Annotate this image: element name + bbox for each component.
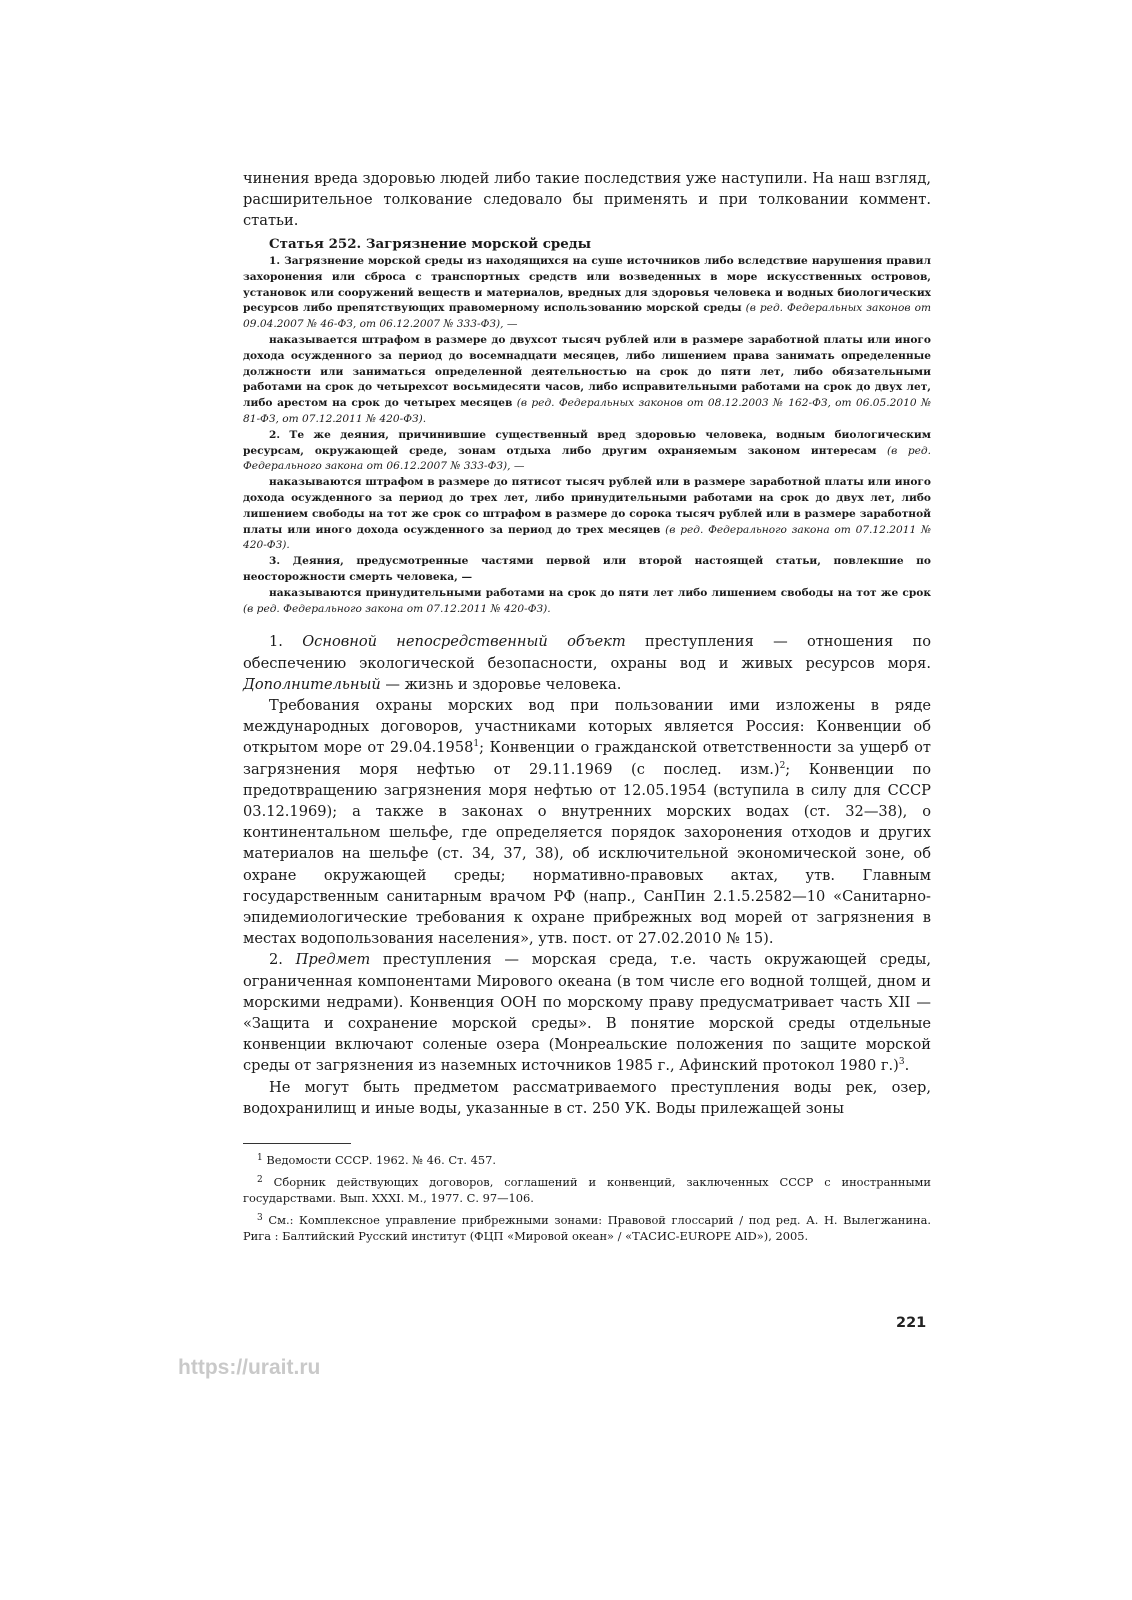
text: 1. [269,633,303,651]
commentary-paragraph-1 [243,631,931,695]
law-text: 2. Те же деяния, причинившие существенный вред здоровью человека, водным биологическим ресурсам, окружающей среде, зонам отдыха либо другим охраняемым законом интересам [243,428,931,457]
text: ; Конвенции по предотвращению загрязнения моря нефтью от 12.05.1954 (вступила в силу для СССР 03.12.1969); а также в законах о внутренних морских водах (ст. 32—38), о континентальном шельфе, где определяется порядок захоронения отходов и других материалов на шельфе (ст. 34, 37, 38), об исключительной экономической зоне, об охране окружающей среды; нормативно-правовых актах, утв. Главным государственным санитарным врачом РФ (напр., СанПин 2.1.5.2582—10 «Санитарно-эпидемиологические требования к охране прибрежных вод морей от загрязнения в местах водопользования населения», утв. пост. от 27.02.2010 № 15). [243,760,931,948]
text: Требования охраны морских вод при пользовании ими изложены в ряде международных договоров, участниками которых является Россия: Конвенции об открытом море от 29.04.1958 [243,696,931,757]
commentary-paragraph-3 [243,949,931,1076]
footnote-text: См.: Комплексное управление прибрежными зонами: Правовой глоссарий / под ред. А. Н. Вылегжанина. Рига : Балтийский Русский институт (ФЦП «Мировой океан» / «ТАСИС-EUROPE AID»), 2005. [243,1212,931,1243]
commentary-paragraph-2 [243,695,931,949]
law-amendment: (в ред. Федерального закона от 07.12.2011 № 420-ФЗ). [243,602,551,615]
footnote-text: Ведомости СССР. 1962. № 46. Ст. 457. [266,1153,496,1167]
footnote-text: Сборник действующих договоров, соглашений и конвенций, заключенных СССР с иностранными государствами. Вып. XXXI. М., 1977. С. 97—106. [243,1174,932,1205]
law-part-3 [243,554,931,586]
law-sanction-3 [243,586,931,618]
text: — жизнь и здоровье человека. [380,675,622,693]
law-part-2 [243,428,931,475]
law-text: 1. Загрязнение морской среды из находящихся на суше источников либо вследствие нарушения правил захоронения или сброса с транспортных средств или возведенных в море искусственных островов, установок или сооружений веществ и материалов, вредных для здоровья человека и водных биологических ресурсов либо препятствующих правомерному использованию морской среды [243,255,931,315]
footnote-number: 2 [257,1174,263,1185]
law-amendment: (в ред. Федерального закона от 07.12.2011 № 420-ФЗ). [243,523,931,552]
page-body [243,168,931,1250]
footnote-number: 1 [257,1153,263,1163]
term: Дополнительный [243,675,381,693]
footnote-ref[interactable]: 1 [473,739,480,750]
law-text: 3. Деяния, предусмотренные частями первой или второй настоящей статьи, повлекшие по неосторожности смерть человека, — [243,555,931,583]
footnote-number: 3 [257,1212,263,1223]
footnote-2 [243,1174,931,1207]
watermark-url: https://urait.ru [178,1356,321,1379]
text: 2. [269,951,296,969]
law-text: наказывается штрафом в размере до двухсот тысяч рублей или в размере заработной платы или иного дохода осужденного за период до восемнадцати месяцев, либо лишением права занимать определенные должности или заниматься определенной деятельностью на срок до пяти лет, либо обязательными работами на срок до четырехсот восьмидесяти часов, либо исправительными работами на срок до двух лет, либо арестом на срок до четырех месяцев [243,333,931,410]
page-number: 221 [896,1315,927,1331]
term: Предмет [295,951,371,969]
law-amendment: (в ред. Федеральных законов от 08.12.2003 № 162-ФЗ, от 06.05.2010 № 81-ФЗ, от 07.12.2011 № 420-ФЗ). [243,397,931,425]
article-title: Статья 252. Загрязнение морской среды [269,236,592,252]
footnote-divider [243,1143,351,1144]
intro-paragraph: чинения вреда здоровью людей либо такие последствия уже наступили. На наш взгляд, расширительное толкование следовало бы применять и при толковании коммент. статьи. [243,170,931,229]
commentary [243,631,931,1119]
law-amendment: (в ред. Федеральных законов от 09.04.2007 № 46-ФЗ, от 06.12.2007 № 333-ФЗ), — [243,302,931,331]
footnote-3 [243,1212,931,1245]
text: преступления — отношения по обеспечению экологической безопасности, охраны вод и живых ресурсов моря. [243,633,931,672]
law-amendment: (в ред. Федерального закона от 06.12.2007 № 333-ФЗ), — [243,444,931,473]
footnote-ref[interactable]: 2 [779,760,786,771]
law-part-1 [243,254,931,333]
term: Основной непосредственный объект [302,633,626,651]
law-text: наказываются принудительными работами на срок до пяти лет либо лишением свободы на тот же срок [269,586,931,599]
text: преступления — морская среда, т.е. часть окружающей среды, ограниченная компонентами Мирового океана (в том числе его водной толщей, дном и морскими недрами). Конвенция ООН по морскому праву предусматривает часть XII — «Защита и сохранение морской среды». В понятие морской среды отдельные конвенции включают соленые озера (Монреальские положения по защите морской среды от загрязнения из наземных источников 1985 г., Афинский протокол 1980 г.) [243,951,931,1075]
law-sanction-2 [243,475,931,554]
text: ; Конвенции о гражданской ответственности за ущерб от загрязнения моря нефтью от 29.11.1969 (с послед. изм.) [243,739,931,778]
law-sanction-1 [243,333,931,428]
commentary-paragraph-4: Не могут быть предметом рассматриваемого преступления воды рек, озер, водохранилищ и иные воды, указанные в ст. 250 УК. Воды прилежащей зоны [243,1078,931,1117]
text: . [904,1057,910,1075]
footnote-1 [243,1152,931,1169]
law-text: наказываются штрафом в размере до пятисот тысяч рублей или в размере заработной платы или иного дохода осужденного за период до трех лет, либо принудительными работами на срок до двух лет, либо лишением свободы на тот же срок со штрафом в размере до сорока тысяч рублей или в размере заработной платы или иного дохода осужденного за период до трех месяцев [243,476,931,536]
footnote-ref[interactable]: 3 [898,1057,905,1068]
